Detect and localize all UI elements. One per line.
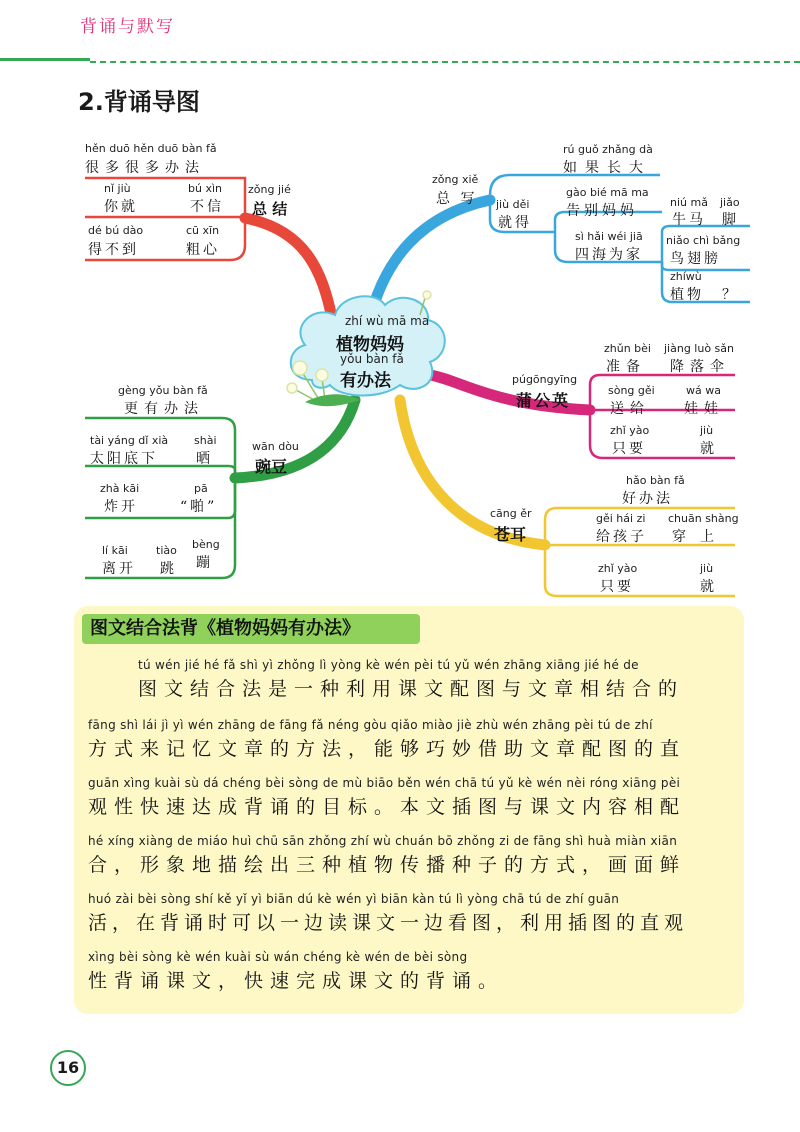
zhakai-pinyin: zhà kāi — [100, 482, 140, 495]
gengyou-pinyin: gèng yǒu bàn fǎ — [118, 384, 208, 397]
songgei-label: 送给 — [610, 401, 650, 417]
center-title-1: 植物妈妈 — [336, 335, 404, 355]
likai-label: 离开 — [102, 561, 136, 577]
zhiwu-label: 植物 — [670, 287, 704, 303]
question-mark: ？ — [722, 287, 739, 303]
jiu1-label: 就 — [700, 441, 717, 457]
method-title: 图文结合法背《植物妈妈有办法》 — [82, 614, 420, 644]
chuanshang-label: 穿上 — [672, 529, 728, 545]
zhiyao1-label: 只要 — [612, 441, 646, 457]
jiu1-pinyin: jiù — [700, 424, 714, 437]
wandou-label: 豌豆 — [255, 457, 288, 476]
method-line-5-pinyin: huó zài bèi sòng shí kě yǐ yì biān dú kè wén yì biān kàn tú lì yòng chā tú de zhí guān — [88, 892, 620, 906]
zhiyao2-label: 只要 — [600, 579, 634, 595]
debudao-label: 得不到 — [88, 242, 139, 258]
taiyang-label: 太阳底下 — [90, 451, 158, 467]
jiu2-pinyin: jiù — [700, 562, 714, 575]
zhiyao1-pinyin: zhǐ yào — [610, 424, 650, 437]
haobanfa-pinyin: hǎo bàn fǎ — [626, 474, 685, 487]
method-line-5: 活，在背诵时可以一边读课文一边看图，利用插图的直观 — [88, 912, 689, 934]
beng-pinyin: bèng — [192, 538, 220, 551]
jiangluo-label: 降落伞 — [670, 359, 730, 375]
jiangluo-pinyin: jiàng luò sǎn — [664, 342, 735, 355]
gaobie-label: 告别妈妈 — [566, 203, 638, 219]
zhiyao2-pinyin: zhǐ yào — [598, 562, 638, 575]
jiao-pinyin: jiǎo — [720, 196, 740, 209]
pa-pinyin: pā — [194, 482, 208, 495]
zhunbei-pinyin: zhǔn bèi — [604, 342, 651, 355]
method-line-1: 图文结合法是一种利用课文配图与文章相结合的 — [138, 678, 685, 700]
shai-label: 晒 — [196, 451, 213, 467]
cang-label: 苍耳 — [494, 525, 527, 544]
method-line-4: 合，形象地描绘出三种植物传播种子的方式，画面鲜 — [88, 854, 687, 876]
cuxin-pinyin: cū xīn — [186, 224, 220, 237]
nijiu-label: 你就 — [104, 199, 138, 215]
method-line-2-pinyin: fāng shì lái jì yì wén zhāng de fāng fǎ néng gòu qiǎo miào jiè zhù wén zhāng pèi tú de zhí — [88, 718, 653, 732]
gaobie-pinyin: gào bié mā ma — [566, 186, 649, 199]
method-line-3: 观性快速达成背诵的目标。本文插图与课文内容相配 — [88, 796, 687, 818]
method-line-2: 方式来记忆文章的方法，能够巧妙借助文章配图的直 — [88, 738, 687, 760]
method-line-6: 性背诵课文，快速完成课文的背诵。 — [88, 970, 505, 992]
zhakai-label: 炸开 — [104, 499, 138, 515]
gengyou-label: 更有办法 — [124, 401, 204, 417]
pa-label: “啪” — [180, 499, 218, 515]
method-line-3-pinyin: guān xìng kuài sù dá chéng bèi sòng de mù biāo běn wén chā tú yǔ kè wén nèi róng xiāng pèi — [88, 776, 681, 790]
niuma-label: 牛马 — [672, 212, 706, 228]
niuma-pinyin: niú mǎ — [670, 196, 708, 209]
method-line-1-pinyin: tú wén jié hé fǎ shì yì zhǒng lì yòng kè wén pèi tú yǔ wén zhāng xiāng jié hé de — [138, 658, 639, 672]
jiu2-label: 就 — [700, 579, 717, 595]
niaochi-label: 鸟翅膀 — [670, 251, 721, 267]
jiude-label: 就得 — [498, 215, 532, 231]
taiyang-pinyin: tài yáng dǐ xià — [90, 434, 169, 447]
zongxie-label: 总 写 — [436, 191, 478, 207]
zhunbei-label: 准备 — [606, 359, 646, 375]
haobanfa-label: 好办法 — [622, 491, 673, 507]
debudao-pinyin: dé bú dào — [88, 224, 144, 237]
ruguo-label: 如果长大 — [563, 160, 651, 176]
center-title-2: 有办法 — [340, 371, 391, 391]
niaochi-pinyin: niǎo chì bǎng — [666, 234, 741, 247]
method-line-4-pinyin: hé xíng xiàng de miáo huì chū sān zhǒng zhí wù chuán bō zhǒng zi de fāng shì huà miàn xiān — [88, 834, 678, 848]
sihai-label: 四海为家 — [575, 247, 643, 263]
zongxie-pinyin: zǒng xiě — [432, 173, 479, 186]
tiao-pinyin: tiào — [156, 544, 177, 557]
pugongying-pinyin: púgōngyīng — [512, 373, 578, 386]
cang-pinyin: cāng ěr — [490, 507, 532, 520]
beng-label: 蹦 — [196, 555, 213, 571]
tiao-label: 跳 — [160, 561, 177, 577]
center-pinyin-2: yǒu bàn fǎ — [340, 352, 404, 366]
wandou-pinyin: wān dòu — [252, 440, 299, 453]
geihaizi-label: 给孩子 — [596, 529, 647, 545]
zongjie-pinyin: zǒng jié — [248, 183, 291, 196]
shai-pinyin: shài — [194, 434, 217, 447]
nijiu-pinyin: nǐ jiù — [104, 182, 131, 195]
chuanshang-pinyin: chuān shàng — [668, 512, 739, 525]
page-number: 16 — [50, 1050, 86, 1086]
buxin-label: 不信 — [190, 199, 224, 215]
jiude-pinyin: jiù děi — [496, 198, 530, 211]
ruguo-pinyin: rú guǒ zhǎng dà — [563, 143, 653, 156]
center-pinyin-1: zhí wù mā ma — [345, 314, 430, 328]
pugongying-label: 蒲公英 — [516, 391, 571, 410]
sihai-pinyin: sì hǎi wéi jiā — [575, 230, 643, 243]
henduo-label: 很多很多办法 — [85, 160, 205, 176]
likai-pinyin: lí kāi — [102, 544, 128, 557]
buxin-pinyin: bú xìn — [188, 182, 222, 195]
section-title: 背诵与默写 — [80, 17, 175, 37]
jiao-label: 脚 — [722, 212, 739, 228]
cuxin-label: 粗心 — [186, 242, 220, 258]
method-line-6-pinyin: xìng bèi sòng kè wén kuài sù wán chéng kè wén de bèi sòng — [88, 950, 468, 964]
zongjie-label: 总 结 — [252, 200, 288, 218]
geihaizi-pinyin: gěi hái zi — [596, 512, 646, 525]
wawa-pinyin: wá wa — [686, 384, 721, 397]
page-heading: 2.背诵导图 — [78, 88, 200, 116]
wawa-label: 娃娃 — [684, 401, 724, 417]
songgei-pinyin: sòng gěi — [608, 384, 655, 397]
zhiwu-pinyin: zhíwù — [670, 270, 702, 283]
henduo-pinyin: hěn duō hěn duō bàn fǎ — [85, 142, 217, 155]
